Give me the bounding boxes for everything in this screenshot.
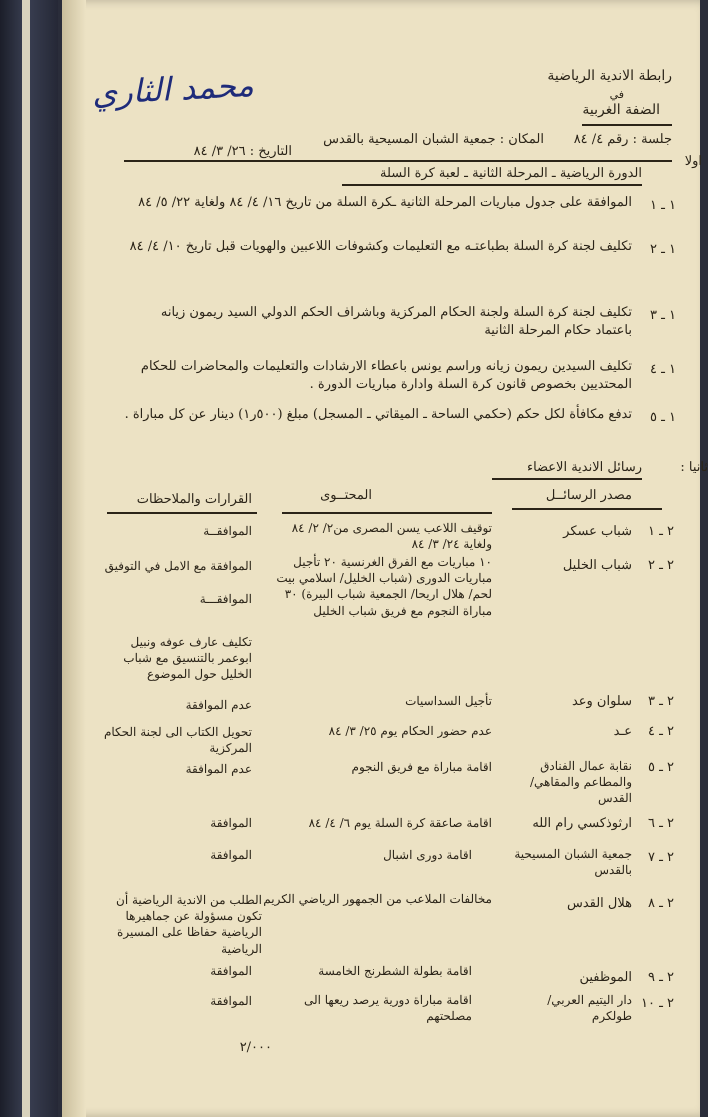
row-source: جمعية الشبان المسيحية بالقدس bbox=[514, 847, 632, 878]
col-header-source: مصدر الرسائــل bbox=[545, 488, 632, 503]
section1-title: الدورة الرياضية ـ المرحلة الثانية ـ لعبة كرة السلة bbox=[380, 166, 642, 181]
org-region: الضفة الغربية bbox=[582, 102, 660, 118]
row-source: ارثوذكسي رام الله bbox=[532, 816, 632, 831]
row-content: تأجيل السداسيات bbox=[405, 694, 492, 708]
row-number: ٢ ـ ١٠ bbox=[640, 996, 674, 1011]
row-decision: الموافقــة bbox=[203, 524, 252, 538]
col-decision-underline bbox=[107, 512, 257, 514]
row-decision: عدم الموافقة bbox=[185, 698, 252, 712]
item-number: ١ ـ ٤ bbox=[649, 362, 676, 377]
row-number: ٢ ـ ١ bbox=[647, 524, 674, 539]
row-source: شباب الخليل bbox=[562, 558, 632, 573]
row-number: ٢ ـ ٨ bbox=[647, 896, 674, 911]
minutes-document bbox=[96, 40, 708, 1100]
row-content: اقامة صاعقة كرة السلة يوم ٦/ ٤/ ٨٤ bbox=[308, 816, 492, 830]
row-decision: الموافقة bbox=[210, 848, 252, 862]
row-source: شباب عسكر bbox=[563, 524, 632, 539]
session-place: المكان : جمعية الشبان المسيحية بالقدس bbox=[323, 132, 544, 147]
col-source-underline bbox=[512, 508, 662, 510]
row-content: اقامة بطولة الشطرنج الخامسة bbox=[318, 964, 472, 978]
session-date: التاريخ : ٢٦/ ٣/ ٨٤ bbox=[193, 144, 292, 159]
page-fold-shadow bbox=[62, 0, 86, 1117]
section2-underline bbox=[492, 478, 642, 480]
row-content: ١٠ مباريات مع الفرق الغرنسية ٢٠ تأجيل مباريات الدورى (شباب الخليل/ اسلامي بيت لحم/ هلال اريحا/ الجمعية شباب البيرة) ٣٠ مباراة النجوم مع فريق شباب الخليل bbox=[276, 555, 492, 618]
row-content: اقامة مباراة مع فريق النجوم bbox=[351, 760, 492, 774]
row-content: عدم حضور الحكام يوم ٢٥/ ٣/ ٨٤ bbox=[328, 724, 492, 738]
row-number: ٢ ـ ٤ bbox=[647, 724, 674, 739]
item-text: تكليف لجنة كرة السلة ولجنة الحكام المركزية وباشراف الحكم الدولي السيد ريمون زيانه باعتماد حكام المرحلة الثانية bbox=[160, 305, 632, 338]
row-source: دار اليتيم العربي/ طولكرم bbox=[547, 993, 632, 1024]
row-source: هلال القدس bbox=[566, 896, 632, 911]
row-decision: الموافقة مع الامل في التوفيق bbox=[104, 559, 252, 573]
row-number: ٢ ـ ٥ bbox=[647, 760, 674, 775]
row-decision: الموافقة bbox=[210, 964, 252, 978]
row-decision: تحويل الكتاب الى لجنة الحكام المركزية bbox=[103, 725, 252, 756]
item-text: الموافقة على جدول مباريات المرحلة الثانية ـكرة السلة من تاريخ ١٦/ ٤/ ٨٤ ولغاية ٢٢/ ٥/ ٨٤ bbox=[138, 195, 632, 210]
row-number: ٢ ـ ٦ bbox=[647, 816, 674, 831]
section1-underline bbox=[342, 184, 642, 186]
section1-label: اولا bbox=[684, 154, 702, 169]
row-number: ٢ ـ ٩ bbox=[647, 970, 674, 985]
col-header-decisions: القرارات والملاحظات bbox=[136, 492, 252, 507]
row-decision: الموافقة bbox=[210, 816, 252, 830]
row-number: ٢ ـ ٧ bbox=[647, 850, 674, 865]
row-number: ٢ ـ ٣ bbox=[647, 694, 674, 709]
row-number: ٢ ـ ٢ bbox=[647, 558, 674, 573]
item-number: ١ ـ ٢ bbox=[649, 242, 676, 257]
item-text: تكليف لجنة كرة السلة بطباعتـه مع التعليمات وكشوفات اللاعبين والهويات قبل تاريخ ١٠/ ٤/ ٨٤ bbox=[129, 239, 632, 254]
session-rule bbox=[124, 160, 672, 162]
row-source: سلوان وعد bbox=[571, 694, 632, 709]
section2-title: رسائل الاندية الاعضاء bbox=[526, 460, 642, 475]
header-underline bbox=[582, 124, 672, 126]
row-content: اقامة مباراة دورية يرصد ريعها الى مصلحتهم bbox=[303, 993, 472, 1024]
item-text: تدفع مكافأة لكل حكم (حكمي الساحة ـ الميقاتي ـ المسجل) مبلغ (٥٠٠ر١) دينار عن كل مباراة . bbox=[124, 407, 632, 422]
col-content-underline bbox=[282, 512, 492, 514]
row-content: توقيف اللاعب يسن المصرى من٢/ ٢/ ٨٤ ولغاية ٢٤/ ٣/ ٨٤ bbox=[291, 521, 492, 552]
item-number: ١ ـ ٣ bbox=[649, 308, 676, 323]
row-source: نقابة عمال الفنادق والمطاعم والمقاهي/ القدس bbox=[529, 759, 632, 806]
row-decision: الموافقـــة bbox=[199, 592, 252, 606]
session-number: جلسة : رقم ٤/ ٨٤ bbox=[573, 132, 672, 147]
row-decision: عدم الموافقة bbox=[185, 762, 252, 776]
binder-page-edge bbox=[22, 0, 30, 1117]
item-number: ١ ـ ٥ bbox=[649, 410, 676, 425]
row-content: مخالفات الملاعب من الجمهور الرياضي الكريم bbox=[263, 892, 492, 906]
item-text: تكليف السيدين ريمون زيانه وراسم يونس باعطاء الارشادات والتعليمات والمحاضرات للحكام المحتديين بخصوص قانون كرة السلة وادارة مباريات الدورة . bbox=[140, 359, 632, 392]
page-number: ٢/٠٠٠ bbox=[239, 1040, 272, 1055]
org-in: في bbox=[609, 88, 624, 101]
org-name: رابطة الاندية الرياضية bbox=[547, 68, 672, 84]
row-decision: الطلب من الاندية الرياضية أن تكون مسؤولة عن جماهيرها الرياضية حفاظا على المسيرة الرياضية bbox=[116, 893, 262, 956]
section2-label: ثانيا : bbox=[680, 460, 708, 475]
row-decision: الموافقة bbox=[210, 994, 252, 1008]
row-content: اقامة دورى اشبال bbox=[383, 848, 472, 862]
item-number: ١ ـ ١ bbox=[649, 198, 676, 213]
row-decision: تكليف عارف عوفه ونبيل ابوعمر بالتنسيق مع شباب الخليل حول الموضوع bbox=[123, 635, 252, 682]
row-source: الموظفين bbox=[579, 970, 632, 985]
handwritten-signature: محمد الثاري bbox=[91, 65, 255, 113]
col-header-content: المحتــوى bbox=[320, 488, 372, 503]
row-source: عـد bbox=[613, 724, 632, 739]
